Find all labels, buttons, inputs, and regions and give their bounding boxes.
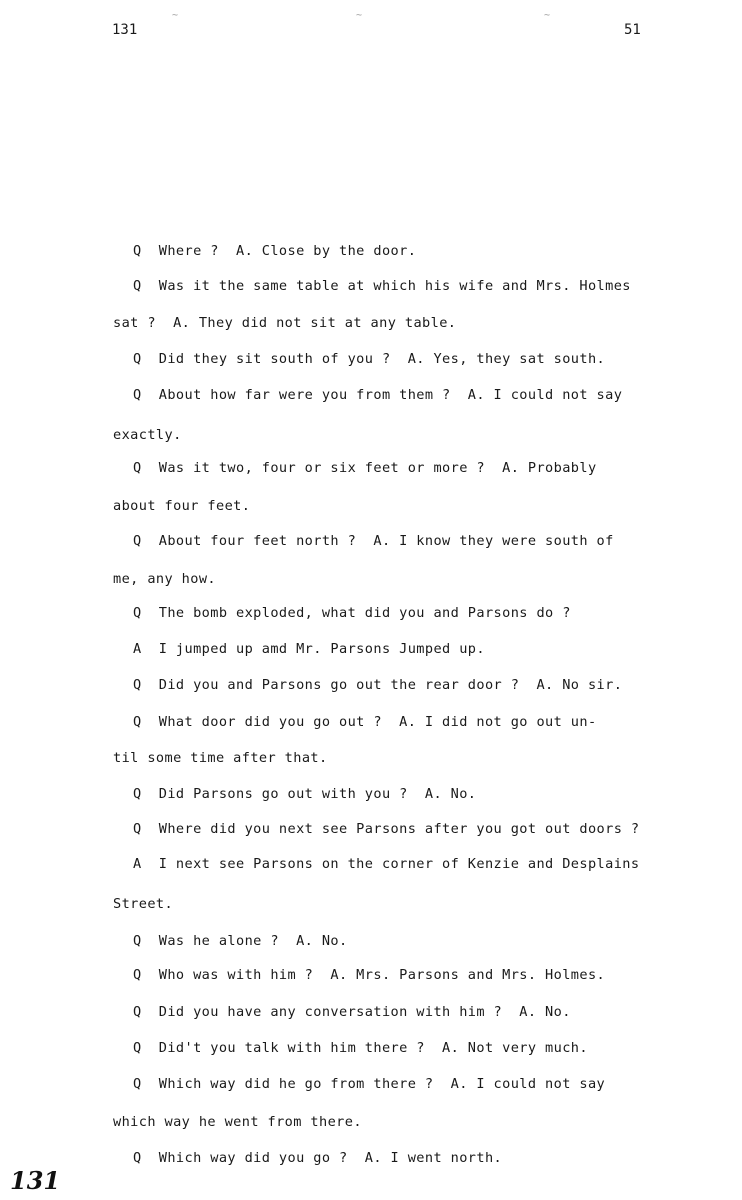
- text-line: about four feet.: [113, 498, 251, 514]
- scan-mark: ~: [544, 10, 551, 21]
- text-line: Q Did Parsons go out with you ? A. No.: [133, 786, 477, 802]
- text-line: Q Did't you talk with him there ? A. Not very much.: [133, 1040, 588, 1056]
- text-line: Q What door did you go out ? A. I did not go out un-: [133, 714, 597, 730]
- text-line: Q Did you have any conversation with him ? A. No.: [133, 1004, 571, 1020]
- text-line: Q Who was with him ? A. Mrs. Parsons and Mrs. Holmes.: [133, 967, 606, 983]
- text-line: Q The bomb exploded, what did you and Parsons do ?: [133, 605, 571, 621]
- page-number-left: 131: [112, 22, 138, 38]
- text-line: Street.: [113, 896, 174, 912]
- text-line: Q Where did you next see Parsons after you got out doors ?: [133, 821, 640, 837]
- text-line: Q Did they sit south of you ? A. Yes, they sat south.: [133, 351, 606, 367]
- text-line: Q Where ? A. Close by the door.: [133, 243, 417, 259]
- text-line: Q Was he alone ? A. No.: [133, 933, 348, 949]
- text-line: A I next see Parsons on the corner of Kenzie and Desplains: [133, 856, 640, 872]
- page-number-right: 51: [624, 22, 641, 38]
- text-line: me, any how.: [113, 571, 217, 587]
- text-line: Q Was it two, four or six feet or more ? A. Probably: [133, 460, 597, 476]
- scan-mark: ~: [172, 10, 179, 21]
- text-line: Q About four feet north ? A. I know they were south of: [133, 533, 614, 549]
- text-line: Q Was it the same table at which his wife and Mrs. Holmes: [133, 278, 631, 294]
- text-line: which way he went from there.: [113, 1114, 362, 1130]
- text-line: A I jumped up amd Mr. Parsons Jumped up.: [133, 641, 485, 657]
- handwritten-page-number: 131: [10, 1166, 61, 1195]
- text-line: til some time after that.: [113, 750, 328, 766]
- scan-mark: ~: [356, 10, 363, 21]
- text-line: exactly.: [113, 427, 182, 443]
- text-line: Q Did you and Parsons go out the rear door ? A. No sir.: [133, 677, 623, 693]
- text-line: Q Which way did he go from there ? A. I could not say: [133, 1076, 606, 1092]
- text-line: Q Which way did you go ? A. I went north.: [133, 1150, 503, 1166]
- text-line: Q About how far were you from them ? A. I could not say: [133, 387, 623, 403]
- text-line: sat ? A. They did not sit at any table.: [113, 315, 457, 331]
